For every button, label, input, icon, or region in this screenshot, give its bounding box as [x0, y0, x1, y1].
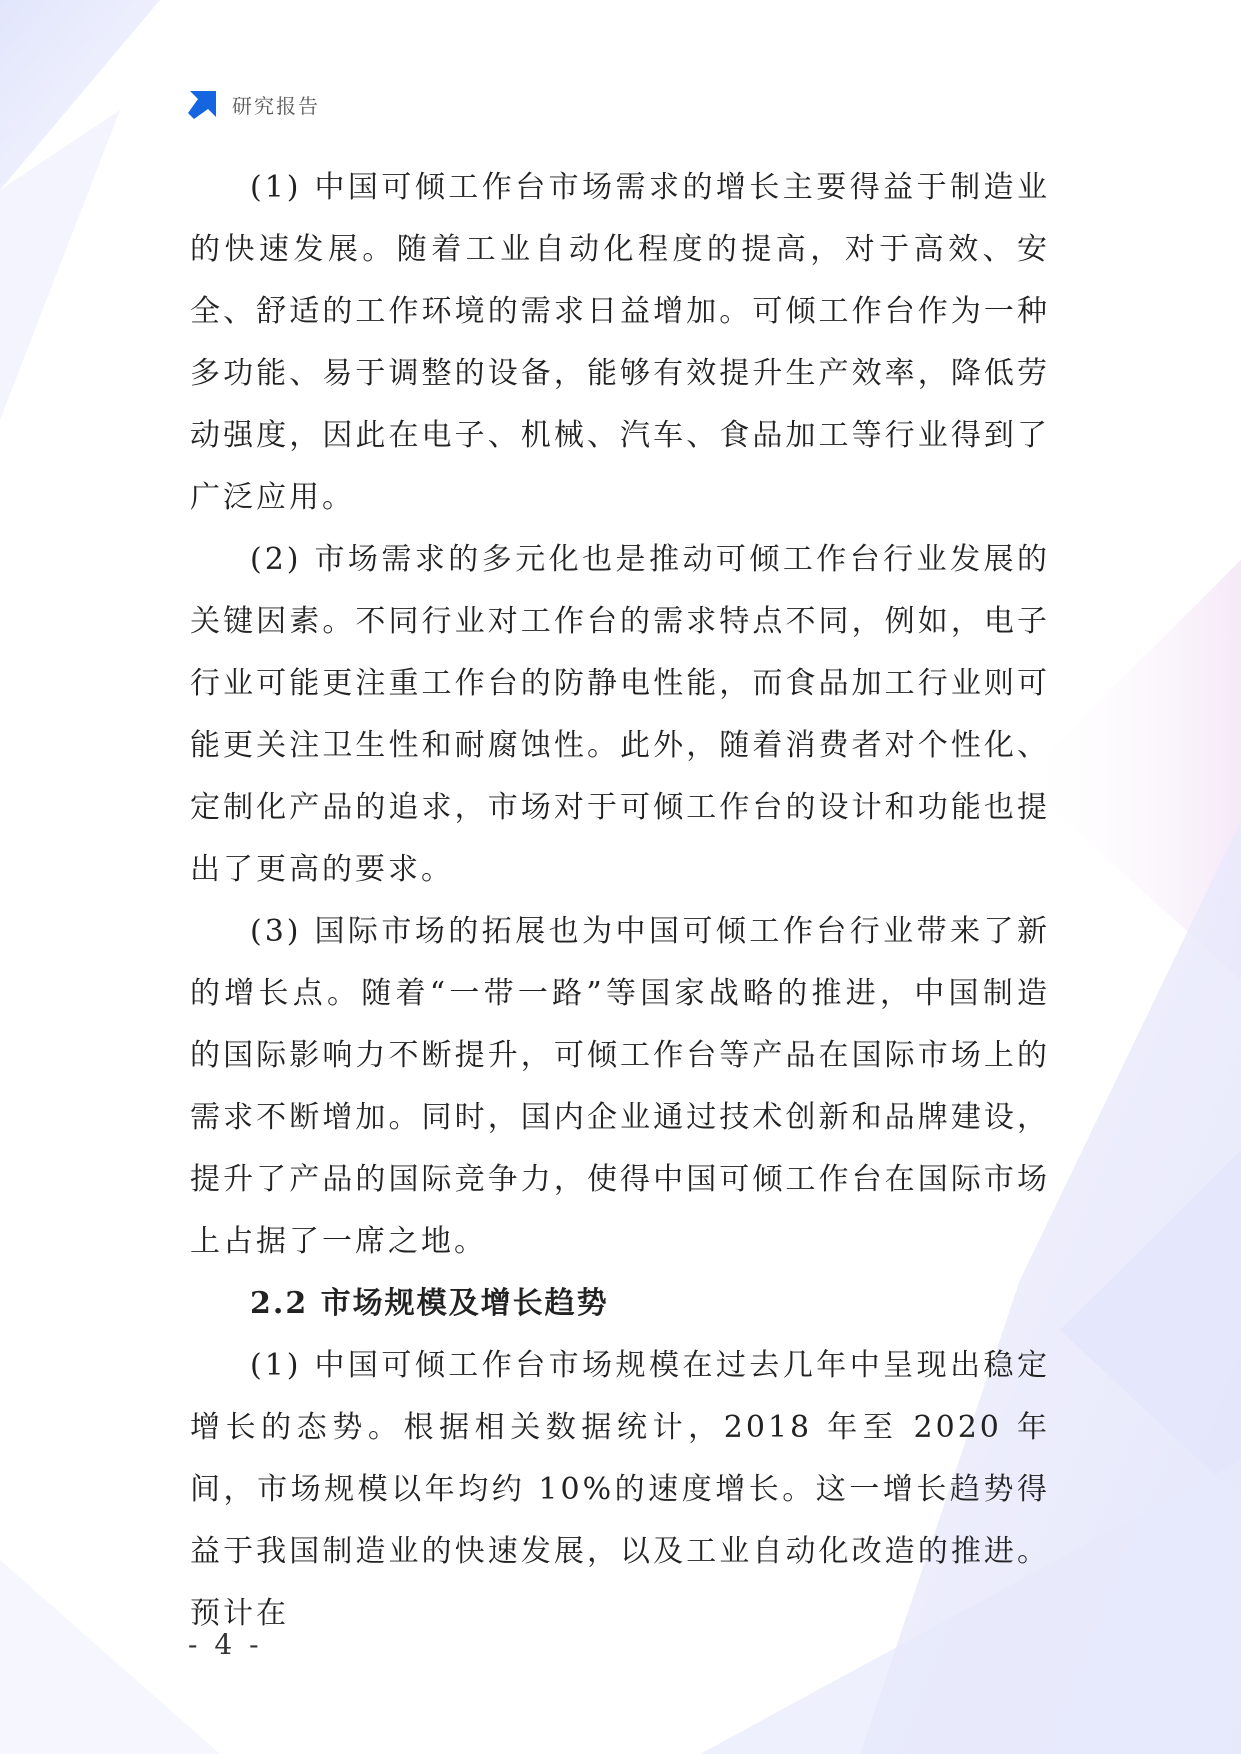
page-number: - 4 -	[188, 1628, 263, 1661]
paragraph-2: (2) 市场需求的多元化也是推动可倾工作台行业发展的关键因素。不同行业对工作台的需求特点不同，例如，电子行业可能更注重工作台的防静电性能，而食品加工行业则可能更关注卫生性和耐腐蚀性。此外，随着消费者对个性化、定制化产品的追求，市场对于可倾工作台的设计和功能也提出了更高的要求。	[190, 542, 1050, 887]
paragraph-1: (1) 中国可倾工作台市场需求的增长主要得益于制造业的快速发展。随着工业自动化程度的提高，对于高效、安全、舒适的工作环境的需求日益增加。可倾工作台作为一种多功能、易于调整的设备，能够有效提升生产效率，降低劳动强度，因此在电子、机械、汽车、食品加工等行业得到了广泛应用。	[190, 170, 1050, 515]
header-title: 研究报告	[232, 93, 320, 118]
report-header	[186, 86, 320, 122]
document-body	[190, 157, 1050, 1645]
section-heading: 2.2 市场规模及增长趋势	[250, 1286, 609, 1321]
paragraph-3: (3) 国际市场的拓展也为中国可倾工作台行业带来了新的增长点。随着“一带一路”等国家战略的推进，中国制造的国际影响力不断提升，可倾工作台等产品在国际市场上的需求不断增加。同时，国内企业通过技术创新和品牌建设，提升了产品的国际竞争力，使得中国可倾工作台在国际市场上占据了一席之地。	[190, 914, 1050, 1259]
arrow-up-right-icon	[186, 87, 220, 121]
section-paragraph-1: (1) 中国可倾工作台市场规模在过去几年中呈现出稳定增长的态势。根据相关数据统计，2018 年至 2020 年间，市场规模以年均约 10%的速度增长。这一增长趋势得益于我国制造业的快速发展，以及工业自动化改造的推进。预计在	[190, 1348, 1050, 1631]
